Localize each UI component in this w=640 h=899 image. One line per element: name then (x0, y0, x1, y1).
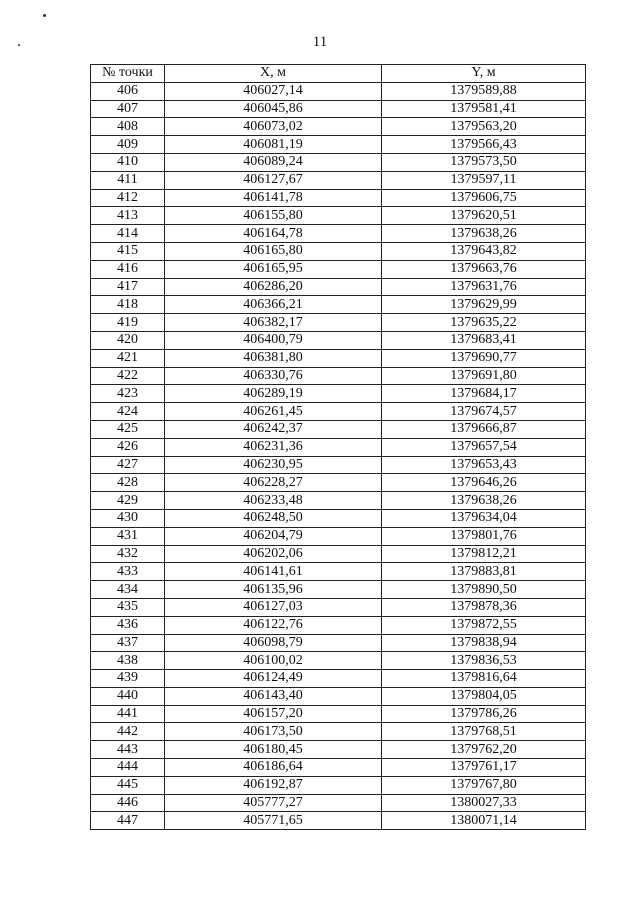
x-coordinate-cell: 406261,45 (165, 403, 382, 421)
y-coordinate-cell: 1379878,36 (382, 598, 586, 616)
point-number-cell: 408 (91, 118, 165, 136)
x-coordinate-cell: 406081,19 (165, 136, 382, 154)
x-coordinate-cell: 406202,06 (165, 545, 382, 563)
point-number-cell: 420 (91, 331, 165, 349)
x-coordinate-cell: 406122,76 (165, 616, 382, 634)
table-row (91, 100, 586, 118)
y-coordinate-cell: 1379872,55 (382, 616, 586, 634)
x-coordinate-cell: 406164,78 (165, 225, 382, 243)
point-number-cell: 427 (91, 456, 165, 474)
y-coordinate-cell: 1379629,99 (382, 296, 586, 314)
point-number-cell: 444 (91, 759, 165, 777)
y-coordinate-cell: 1380071,14 (382, 812, 586, 830)
x-coordinate-cell: 406381,80 (165, 349, 382, 367)
point-number-cell: 412 (91, 189, 165, 207)
y-coordinate-cell: 1379606,75 (382, 189, 586, 207)
point-number-cell: 422 (91, 367, 165, 385)
point-number-cell: 421 (91, 349, 165, 367)
point-number-cell: 416 (91, 260, 165, 278)
point-number-cell: 446 (91, 794, 165, 812)
x-coordinate-cell: 406192,87 (165, 776, 382, 794)
point-number-cell: 426 (91, 438, 165, 456)
y-coordinate-cell: 1379804,05 (382, 687, 586, 705)
table-row (91, 794, 586, 812)
table-row (91, 687, 586, 705)
y-coordinate-cell: 1380027,33 (382, 794, 586, 812)
point-number-cell: 418 (91, 296, 165, 314)
x-coordinate-cell: 406248,50 (165, 509, 382, 527)
y-coordinate-cell: 1379635,22 (382, 314, 586, 332)
point-number-cell: 434 (91, 581, 165, 599)
x-coordinate-cell: 406073,02 (165, 118, 382, 136)
y-coordinate-cell: 1379674,57 (382, 403, 586, 421)
table-row (91, 759, 586, 777)
x-coordinate-cell: 406135,96 (165, 581, 382, 599)
table-row (91, 189, 586, 207)
point-number-cell: 437 (91, 634, 165, 652)
table-row (91, 153, 586, 171)
page-number: 11 (312, 34, 328, 50)
x-coordinate-cell: 406330,76 (165, 367, 382, 385)
point-number-cell: 410 (91, 153, 165, 171)
y-coordinate-cell: 1379638,26 (382, 225, 586, 243)
point-number-cell: 406 (91, 82, 165, 100)
point-number-cell: 440 (91, 687, 165, 705)
x-coordinate-cell: 406045,86 (165, 100, 382, 118)
y-coordinate-cell: 1379786,26 (382, 705, 586, 723)
table-row (91, 492, 586, 510)
table-row (91, 349, 586, 367)
point-number-cell: 443 (91, 741, 165, 759)
y-coordinate-cell: 1379646,26 (382, 474, 586, 492)
x-coordinate-cell: 406382,17 (165, 314, 382, 332)
table-row (91, 260, 586, 278)
table-row (91, 581, 586, 599)
y-coordinate-cell: 1379684,17 (382, 385, 586, 403)
coordinates-table (90, 64, 586, 830)
x-coordinate-cell: 406165,80 (165, 242, 382, 260)
x-coordinate-cell: 405777,27 (165, 794, 382, 812)
point-number-cell: 414 (91, 225, 165, 243)
table-row (91, 367, 586, 385)
point-number-cell: 441 (91, 705, 165, 723)
y-coordinate-cell: 1379663,76 (382, 260, 586, 278)
x-coordinate-cell: 406180,45 (165, 741, 382, 759)
point-number-cell: 429 (91, 492, 165, 510)
table-row (91, 242, 586, 260)
table-row (91, 509, 586, 527)
y-coordinate-cell: 1379767,80 (382, 776, 586, 794)
y-coordinate-cell: 1379581,41 (382, 100, 586, 118)
table-row (91, 225, 586, 243)
y-coordinate-cell: 1379890,50 (382, 581, 586, 599)
y-coordinate-cell: 1379883,81 (382, 563, 586, 581)
point-number-cell: 417 (91, 278, 165, 296)
point-number-cell: 442 (91, 723, 165, 741)
table-row (91, 527, 586, 545)
x-coordinate-cell: 406100,02 (165, 652, 382, 670)
point-number-cell: 445 (91, 776, 165, 794)
y-coordinate-cell: 1379620,51 (382, 207, 586, 225)
x-coordinate-cell: 406400,79 (165, 331, 382, 349)
point-number-cell: 430 (91, 509, 165, 527)
scan-speck (43, 14, 46, 17)
header-point-number: № точки (91, 65, 165, 83)
y-coordinate-cell: 1379634,04 (382, 509, 586, 527)
table-header-row (91, 65, 586, 83)
x-coordinate-cell: 405771,65 (165, 812, 382, 830)
x-coordinate-cell: 406186,64 (165, 759, 382, 777)
y-coordinate-cell: 1379631,76 (382, 278, 586, 296)
table-row (91, 136, 586, 154)
x-coordinate-cell: 406127,03 (165, 598, 382, 616)
table-row (91, 563, 586, 581)
table-row (91, 812, 586, 830)
x-coordinate-cell: 406141,61 (165, 563, 382, 581)
x-coordinate-cell: 406242,37 (165, 420, 382, 438)
x-coordinate-cell: 406141,78 (165, 189, 382, 207)
y-coordinate-cell: 1379762,20 (382, 741, 586, 759)
point-number-cell: 425 (91, 420, 165, 438)
point-number-cell: 411 (91, 171, 165, 189)
table-row (91, 385, 586, 403)
x-coordinate-cell: 406127,67 (165, 171, 382, 189)
point-number-cell: 424 (91, 403, 165, 421)
point-number-cell: 447 (91, 812, 165, 830)
y-coordinate-cell: 1379838,94 (382, 634, 586, 652)
y-coordinate-cell: 1379589,88 (382, 82, 586, 100)
table-row (91, 598, 586, 616)
y-coordinate-cell: 1379643,82 (382, 242, 586, 260)
x-coordinate-cell: 406124,49 (165, 670, 382, 688)
table-row (91, 296, 586, 314)
point-number-cell: 431 (91, 527, 165, 545)
x-coordinate-cell: 406233,48 (165, 492, 382, 510)
x-coordinate-cell: 406089,24 (165, 153, 382, 171)
y-coordinate-cell: 1379666,87 (382, 420, 586, 438)
y-coordinate-cell: 1379836,53 (382, 652, 586, 670)
table-row (91, 456, 586, 474)
table-row (91, 82, 586, 100)
table-row (91, 616, 586, 634)
x-coordinate-cell: 406098,79 (165, 634, 382, 652)
point-number-cell: 436 (91, 616, 165, 634)
table-body (91, 82, 586, 829)
x-coordinate-cell: 406286,20 (165, 278, 382, 296)
point-number-cell: 428 (91, 474, 165, 492)
table-row (91, 438, 586, 456)
point-number-cell: 438 (91, 652, 165, 670)
x-coordinate-cell: 406157,20 (165, 705, 382, 723)
x-coordinate-cell: 406204,79 (165, 527, 382, 545)
y-coordinate-cell: 1379563,20 (382, 118, 586, 136)
table-row (91, 652, 586, 670)
table-row (91, 171, 586, 189)
x-coordinate-cell: 406027,14 (165, 82, 382, 100)
y-coordinate-cell: 1379566,43 (382, 136, 586, 154)
table-row (91, 278, 586, 296)
x-coordinate-cell: 406230,95 (165, 456, 382, 474)
y-coordinate-cell: 1379768,51 (382, 723, 586, 741)
point-number-cell: 407 (91, 100, 165, 118)
y-coordinate-cell: 1379657,54 (382, 438, 586, 456)
header-x-coordinate: X, м (165, 65, 382, 83)
table-row (91, 723, 586, 741)
y-coordinate-cell: 1379691,80 (382, 367, 586, 385)
table-row (91, 474, 586, 492)
x-coordinate-cell: 406165,95 (165, 260, 382, 278)
table-row (91, 634, 586, 652)
y-coordinate-cell: 1379573,50 (382, 153, 586, 171)
table-row (91, 670, 586, 688)
y-coordinate-cell: 1379653,43 (382, 456, 586, 474)
y-coordinate-cell: 1379801,76 (382, 527, 586, 545)
x-coordinate-cell: 406173,50 (165, 723, 382, 741)
y-coordinate-cell: 1379812,21 (382, 545, 586, 563)
x-coordinate-cell: 406143,40 (165, 687, 382, 705)
point-number-cell: 413 (91, 207, 165, 225)
x-coordinate-cell: 406289,19 (165, 385, 382, 403)
y-coordinate-cell: 1379761,17 (382, 759, 586, 777)
y-coordinate-cell: 1379690,77 (382, 349, 586, 367)
point-number-cell: 423 (91, 385, 165, 403)
x-coordinate-cell: 406231,36 (165, 438, 382, 456)
y-coordinate-cell: 1379597,11 (382, 171, 586, 189)
point-number-cell: 409 (91, 136, 165, 154)
table-row (91, 741, 586, 759)
y-coordinate-cell: 1379683,41 (382, 331, 586, 349)
point-number-cell: 435 (91, 598, 165, 616)
table-row (91, 314, 586, 332)
point-number-cell: 432 (91, 545, 165, 563)
table-row (91, 118, 586, 136)
table-row (91, 403, 586, 421)
point-number-cell: 415 (91, 242, 165, 260)
x-coordinate-cell: 406228,27 (165, 474, 382, 492)
table-row (91, 705, 586, 723)
table-row (91, 207, 586, 225)
table-row (91, 420, 586, 438)
x-coordinate-cell: 406155,80 (165, 207, 382, 225)
point-number-cell: 433 (91, 563, 165, 581)
y-coordinate-cell: 1379638,26 (382, 492, 586, 510)
y-coordinate-cell: 1379816,64 (382, 670, 586, 688)
header-y-coordinate: Y, м (382, 65, 586, 83)
x-coordinate-cell: 406366,21 (165, 296, 382, 314)
point-number-cell: 439 (91, 670, 165, 688)
table-row (91, 331, 586, 349)
point-number-cell: 419 (91, 314, 165, 332)
table-row (91, 776, 586, 794)
table-row (91, 545, 586, 563)
